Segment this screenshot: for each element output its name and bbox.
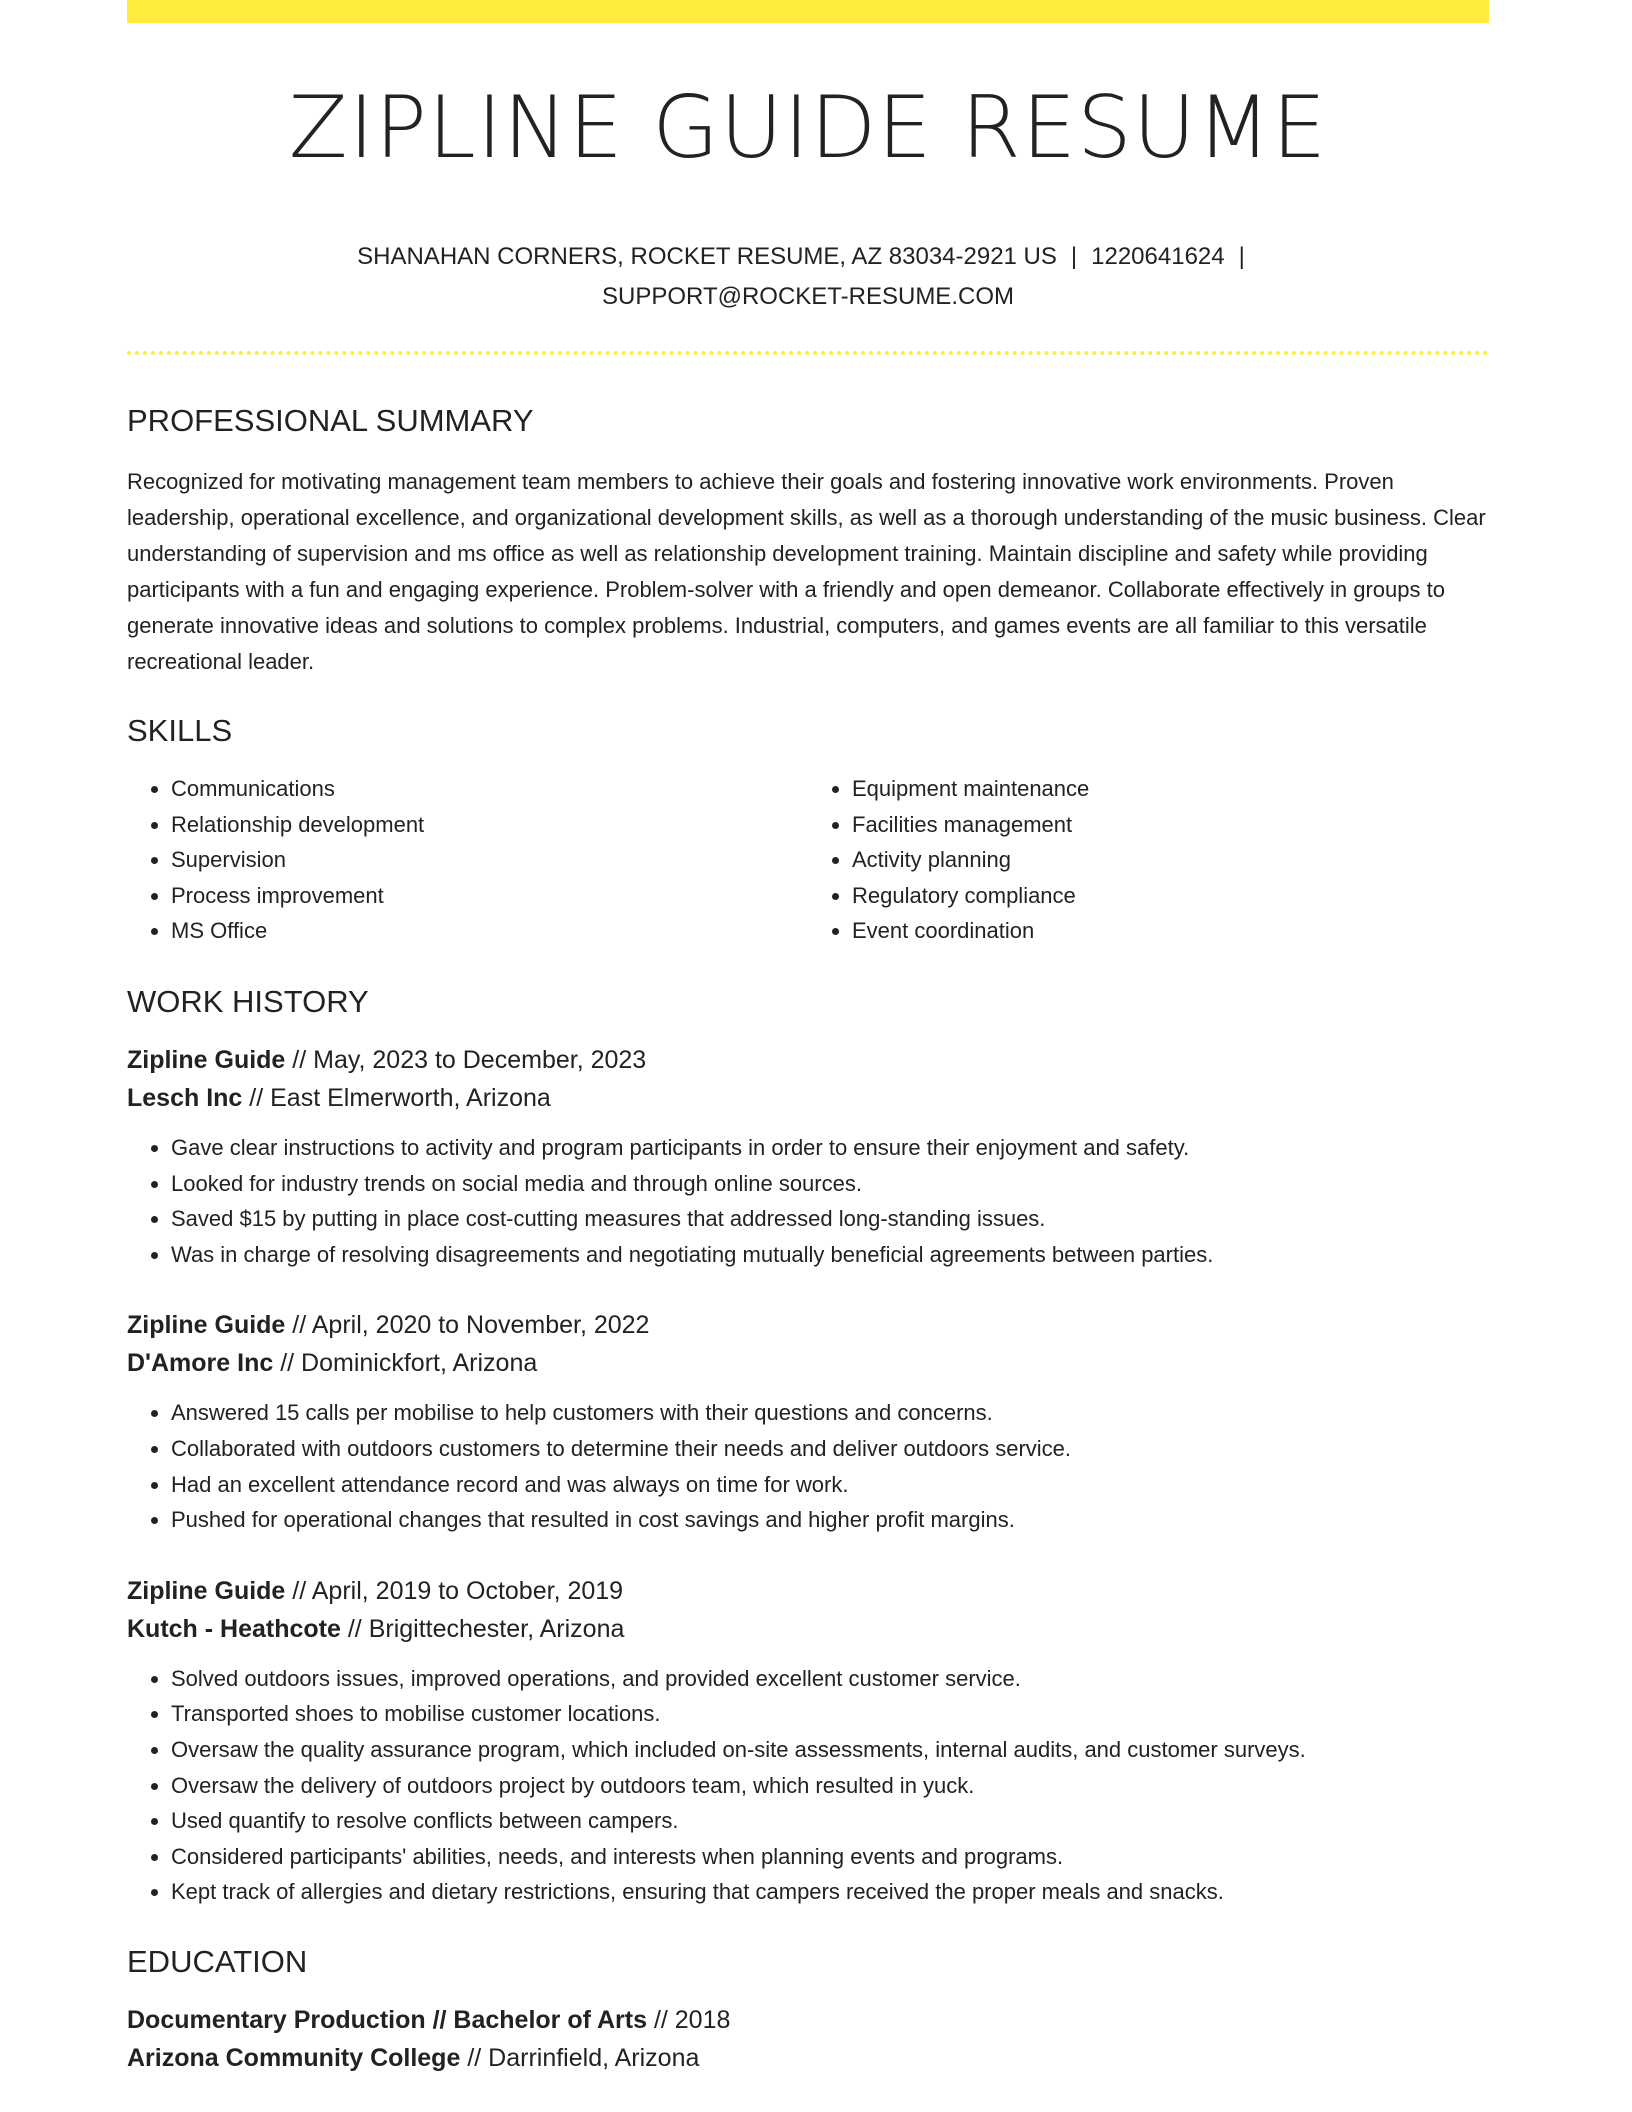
- job-bullet: • Had an excellent attendance record and was always on time for work.: [171, 1467, 1489, 1503]
- skills-list: [127, 771, 1489, 949]
- job-bullet: • Oversaw the delivery of outdoors project by outdoors team, which resulted in yuck.: [171, 1768, 1489, 1804]
- contact-info: [127, 237, 1489, 317]
- job-title: Zipline Guide: [127, 1576, 286, 1605]
- phone: 1220641624: [1091, 243, 1225, 270]
- school-line: [127, 2039, 1489, 2077]
- accent-bar: [127, 0, 1489, 23]
- summary-text: Recognized for motivating management team members to achieve their goals and fostering innovative work environments. Proven leadership, operational excellence, and organizational development skills, as well as a thorough understanding of the music business. Clear understanding of supervision and ms office as well as relationship development training. Maintain discipline and safety while providing participants with a fun and engaging experience. Problem-solver with a friendly and open demeanor. Collaborate effectively in groups to generate innovative ideas and solutions to complex problems. Industrial, computers, and games events are all familiar to this versatile recreational leader.: [127, 469, 1486, 674]
- job-entry: [127, 1306, 1489, 1537]
- job-title-line: [127, 1306, 1489, 1344]
- job-bullet: • Pushed for operational changes that resulted in cost savings and higher profit margins.: [171, 1502, 1489, 1538]
- skill-item: • Regulatory compliance: [852, 878, 1489, 914]
- graduation-year: // 2018: [653, 2005, 731, 2034]
- separator: |: [1070, 243, 1078, 270]
- dotted-divider: [127, 351, 1489, 355]
- job-company: Lesch Inc: [127, 1083, 243, 1112]
- skill-item: • Facilities management: [852, 807, 1489, 843]
- job-title-line: [127, 1572, 1489, 1610]
- job-bullet: • Used quantify to resolve conflicts between campers.: [171, 1803, 1489, 1839]
- job-dates: // May, 2023 to December, 2023: [292, 1045, 647, 1074]
- school-location: // Darrinfield, Arizona: [467, 2043, 700, 2072]
- job-bullet: • Oversaw the quality assurance program, which included on-site assessments, internal audits, and customer surveys.: [171, 1732, 1489, 1768]
- job-company: D'Amore Inc: [127, 1349, 274, 1378]
- job-bullets: [127, 1395, 1489, 1537]
- work-history-heading: WORK HISTORY: [127, 983, 369, 1019]
- job-location: // Brigittechester, Arizona: [347, 1614, 625, 1643]
- job-bullets: [127, 1130, 1489, 1272]
- degree: Documentary Production // Bachelor of Arts: [127, 2005, 647, 2034]
- job-company-line: [127, 1344, 1489, 1382]
- skill-item: • MS Office: [171, 913, 808, 949]
- job-bullet: • Transported shoes to mobilise customer locations.: [171, 1696, 1489, 1732]
- job-bullets: [127, 1661, 1489, 1910]
- job-entry: [127, 1572, 1489, 1910]
- job-bullet: • Collaborated with outdoors customers to determine their needs and deliver outdoors service.: [171, 1431, 1489, 1467]
- job-company: Kutch - Heathcote: [127, 1614, 341, 1643]
- resume-page: [127, 0, 1489, 2077]
- education-entry: [127, 2001, 1489, 2077]
- skill-item: • Activity planning: [852, 842, 1489, 878]
- job-bullet: • Saved $15 by putting in place cost-cutting measures that addressed long-standing issues.: [171, 1201, 1489, 1237]
- job-title: Zipline Guide: [127, 1045, 286, 1074]
- job-location: // East Elmerworth, Arizona: [249, 1083, 551, 1112]
- skills-column-right: [808, 771, 1489, 949]
- job-company-line: [127, 1610, 1489, 1648]
- job-company-line: [127, 1079, 1489, 1117]
- skill-item: • Event coordination: [852, 913, 1489, 949]
- skills-heading: SKILLS: [127, 713, 233, 748]
- degree-line: [127, 2001, 1489, 2039]
- job-title-line: [127, 1041, 1489, 1079]
- job-bullet: • Answered 15 calls per mobilise to help customers with their questions and concerns.: [171, 1395, 1489, 1431]
- skill-item: • Process improvement: [171, 878, 808, 914]
- skill-item: • Relationship development: [171, 807, 808, 843]
- job-bullet: • Kept track of allergies and dietary restrictions, ensuring that campers received the proper meals and snacks.: [171, 1874, 1489, 1910]
- summary-heading: PROFESSIONAL SUMMARY: [127, 403, 534, 438]
- job-bullet: • Gave clear instructions to activity and program participants in order to ensure their enjoyment and safety.: [171, 1130, 1489, 1166]
- skills-column-left: [127, 771, 808, 949]
- job-bullet: • Considered participants' abilities, needs, and interests when planning events and programs.: [171, 1839, 1489, 1875]
- resume-title: ZIPLINE GUIDE RESUME: [288, 78, 1328, 178]
- school-name: Arizona Community College: [127, 2043, 461, 2072]
- job-bullet: • Solved outdoors issues, improved operations, and provided excellent customer service.: [171, 1661, 1489, 1697]
- education-heading: EDUCATION: [127, 1943, 308, 1979]
- email: SUPPORT@ROCKET-RESUME.COM: [602, 283, 1014, 310]
- job-entry: [127, 1041, 1489, 1272]
- skill-item: • Supervision: [171, 842, 808, 878]
- job-title: Zipline Guide: [127, 1311, 286, 1340]
- job-dates: // April, 2019 to October, 2019: [292, 1576, 624, 1605]
- address: SHANAHAN CORNERS, ROCKET RESUME, AZ 83034-2921 US: [357, 243, 1057, 270]
- skill-item: • Communications: [171, 771, 808, 807]
- job-location: // Dominickfort, Arizona: [280, 1349, 538, 1378]
- skill-item: • Equipment maintenance: [852, 771, 1489, 807]
- job-bullet: • Looked for industry trends on social media and through online sources.: [171, 1166, 1489, 1202]
- job-bullet: • Was in charge of resolving disagreements and negotiating mutually beneficial agreements between parties.: [171, 1237, 1489, 1273]
- separator: |: [1238, 243, 1245, 270]
- job-dates: // April, 2020 to November, 2022: [292, 1311, 650, 1340]
